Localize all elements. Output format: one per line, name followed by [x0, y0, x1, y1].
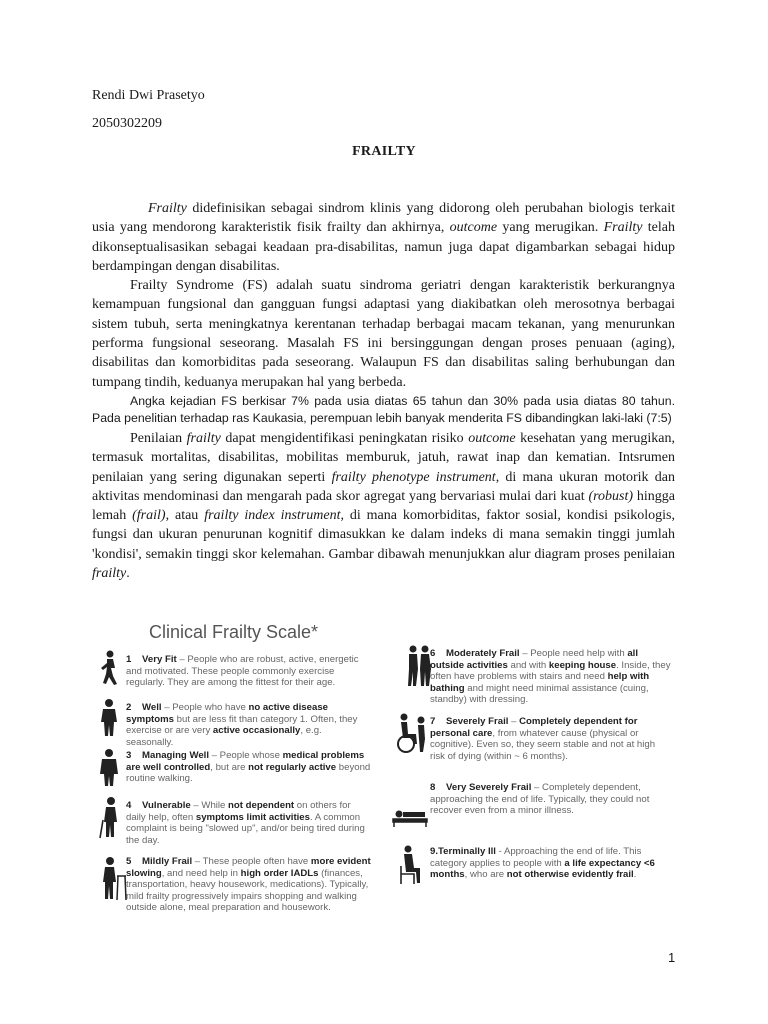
cfs-item-4: 4 Vulnerable – While not dependent on others for daily help, often symptoms limit activities. A common complaint is being "slowed up", and/or being tired during the day. — [126, 800, 365, 846]
figure-title: Clinical Frailty Scale* — [149, 622, 319, 642]
cfs-item-6: 6 Moderately Frail – People need help with all outside activities and with keeping house. Inside, they often have problems with stairs and need help with bathing and might need minimal assistance (cuing, standby) with dressing. — [430, 648, 671, 706]
cfs-item-1: 1 Very Fit – People who are robust, active, energetic and motivated. These people commonly exercise regularly. They are among the fittest for their age. — [126, 654, 359, 689]
cfs-item-7: 7 Severely Frail – Completely dependent for personal care, from whatever cause (physical or cognitive). Even so, they seem stable and not at high risk of dying (within ~ 6 months). — [430, 716, 656, 762]
assisted-walking-icon — [405, 644, 433, 688]
seated-person-icon — [396, 844, 424, 886]
paragraph-2: Frailty Syndrome (FS) adalah suatu sindroma geriatri dengan karakteristik berkurangnya kemampuan fungsional dan gangguan fungsi adaptasi yang diakibatkan oleh merosotnya berbagai sistem tubuh, serta meningkatnya kerentanan terhadap berbagai macam tekanan, yang menurunkan performa fungsional seseorang. Masalah FS ini bersinggungan dengan proses penuaan (aging), disabilitas dan komorbiditas pada seseorang. Walaupun FS dan disabilitas saling berhubungan dan tumpang tindih, keduanya merupakan hal yang berbeda. — [92, 278, 675, 390]
cfs-item-3: 3 Managing Well – People whose medical problems are well controlled, but are not regularly active beyond routine walking. — [126, 750, 371, 785]
paragraph-3: Angka kejadian FS berkisar 7% pada usia diatas 65 tahun dan 30% pada usia diatas 80 tahun. Pada penelitian terhadap ras Kaukasia, perempuan lebih banyak menderita FS dibandingkan laki-laki (7:5) — [92, 393, 675, 425]
cfs-item-8: 8 Very Severely Frail – Completely dependent, approaching the end of life. Typically, they could not recover even from a minor illness. — [430, 782, 650, 817]
paragraph-1: Frailty didefinisikan sebagai sindrom klinis yang didorong oleh perubahan biologis terkait usia yang mendorong karakteristik fisik frailty dan akhirnya, outcome yang merugikan. Frailty telah dikonseptualisasikan sebagai keadaan pra-disabilitas, namun juga dapat digambarkan sebagai hidup berdampingan dengan disabilitas. — [92, 201, 675, 274]
paragraph-4: Penilaian frailty dapat mengidentifikasi peningkatan risiko outcome kesehatan yang merugikan, termasuk mortalitas, disabilitas, mobilitas memburuk, jatuh, rawat inap dan kematian. Intsrumen penilaian yang sering digunakan seperti frailty phenotype instrument, di mana ukuran motorik dan aktivitas mendominasi dan mengarah pada skor agregat yang bervariasi mulai dari kuat (robust) hingga lemah (frail), atau frailty index instrument, di mana komorbiditas, faktor sosial, kondisi psikologis, fungsi dan ukuran penurunan kognitif dimasukkan ke dalam indeks di mana semakin tinggi jumlah 'kondisi', semakin tinggi skor kelemahan. Gambar dibawah menunjukkan alur diagram proses penilaian frailty. — [92, 430, 676, 582]
person-with-cane-icon — [98, 796, 124, 840]
document-title: FRAILTY — [352, 144, 416, 159]
author-name: Rendi Dwi Prasetyo — [92, 88, 205, 103]
wheelchair-icon — [392, 712, 428, 754]
student-id: 2050302209 — [92, 116, 162, 131]
standing-person-icon — [97, 698, 121, 738]
body-text — [92, 199, 675, 583]
cfs-item-9: 9.Terminally Ill - Approaching the end of life. This category applies to people with a life expectancy <6 months, who are not otherwise evidently frail. — [430, 846, 655, 881]
running-person-icon — [98, 650, 120, 686]
cfs-item-5: 5 Mildly Frail – These people often have more evident slowing, and need help in high order IADLs (finances, transportation, heavy housework, medications). Typically, mild frailty progressively impairs shopping and walking outside alone, meal preparation and housework. — [126, 856, 371, 914]
page-number: 1 — [668, 950, 676, 965]
cfs-item-2: 2 Well – People who have no active disease symptoms but are less fit than category 1. Often, they exercise or are very active occasionally, e.g. seasonally. — [126, 702, 358, 748]
clinical-frailty-scale-figure — [92, 620, 676, 940]
managing-well-person-icon — [97, 748, 121, 788]
person-in-bed-icon — [392, 802, 428, 828]
person-with-walker-icon — [98, 856, 128, 902]
